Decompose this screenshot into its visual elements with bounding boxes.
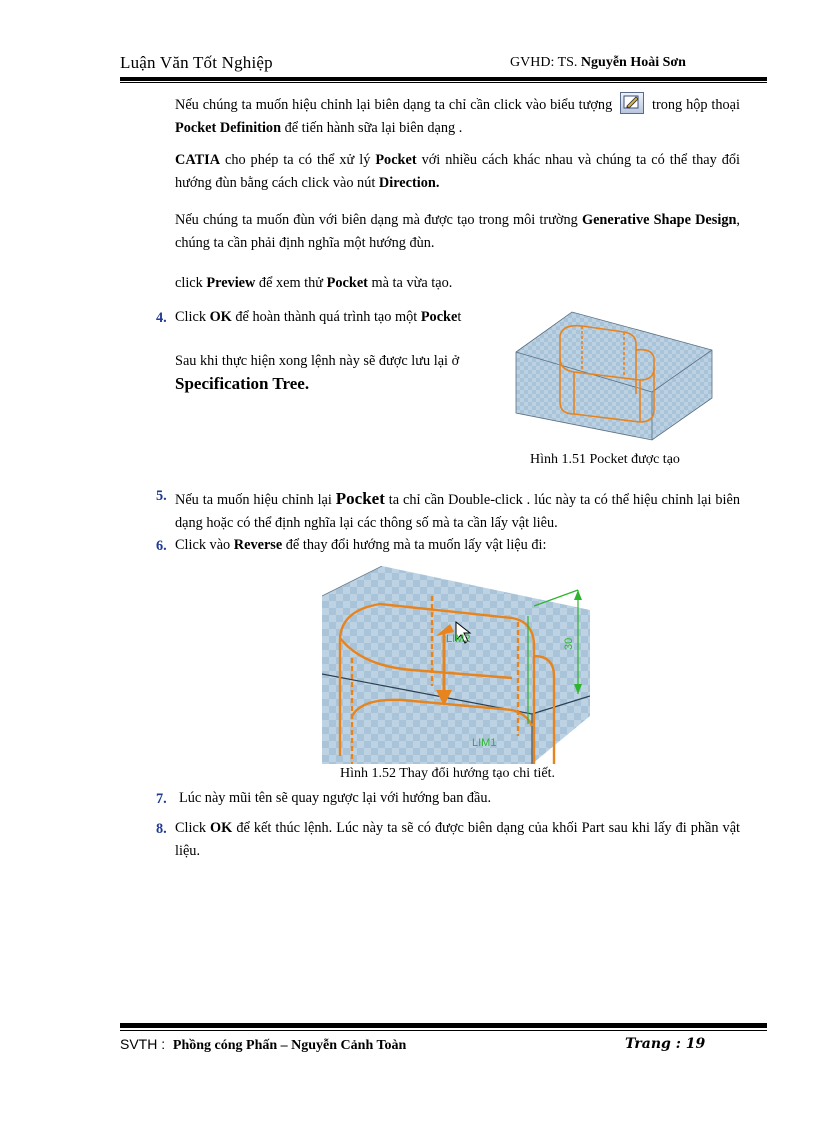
p3-bold-gsd: Generative Shape Design xyxy=(581,212,737,228)
p4-text-a: click xyxy=(175,275,203,291)
list-number-7: 7. xyxy=(156,791,167,807)
item-4-specification-tree: Specification Tree. xyxy=(175,374,310,393)
p2-bold-pocket: Pocket xyxy=(375,152,417,168)
footer-authors: Phồng cóng Phấn – Nguyễn Cảnh Toàn xyxy=(172,1038,407,1053)
i4-bold-pocke: Pocke xyxy=(420,309,458,325)
header-rule-thin xyxy=(120,82,767,83)
p3-text-a: Nếu chúng ta muốn đùn với biên dạng mà được tạo trong môi trường xyxy=(175,212,578,228)
i8-text-b: để kết thúc lệnh. Lúc này ta sẽ có được biên dạng của khối Part sau khi lấy đi phần vật liệu. xyxy=(175,820,741,859)
figure-1-51-pocket xyxy=(512,310,717,445)
p2-text-b: với nhiều cách khác nhau và chúng ta có thể thay đổi hướng đùn bằng cách click vào nút xyxy=(175,152,740,191)
item-6-reverse xyxy=(175,534,740,557)
i8-text-a: Click xyxy=(175,820,206,836)
i6-text-a: Click vào xyxy=(175,537,231,553)
figure-1-52-dimension: 30 xyxy=(563,637,575,650)
p2-bold-catia: CATIA xyxy=(175,152,221,168)
footer-rule-thick xyxy=(120,1023,767,1028)
list-number-4: 4. xyxy=(156,310,167,326)
item-4-saved-note: Sau khi thực hiện xong lệnh này sẽ được lưu lại ở xyxy=(175,353,460,369)
p1-text-c: để tiến hành sữa lại biên dạng . xyxy=(284,120,463,136)
p1-bold-pocket-definition: Pocket Definition xyxy=(175,120,282,136)
figure-1-51-caption: Hình 1.51 Pocket được tạo xyxy=(530,452,680,467)
header-thesis-title: Luận Văn Tốt Nghiệp xyxy=(120,53,273,72)
figure-1-52-caption: Hình 1.52 Thay đổi hướng tạo chi tiết. xyxy=(340,766,555,781)
p4-bold-preview: Preview xyxy=(206,275,256,291)
p1-text-a: Nếu chúng ta muốn hiệu chỉnh lại biên dạng ta chỉ cần click vào biểu tượng xyxy=(175,97,613,113)
item-8-finish xyxy=(175,817,740,863)
i6-text-b: để thay đổi hướng mà ta muốn lấy vật liệu đi: xyxy=(285,537,547,553)
header-advisor-name: Nguyễn Hoài Sơn xyxy=(580,55,686,70)
footer-rule-thin xyxy=(120,1030,767,1031)
i5-bold-pocket: Pocket xyxy=(335,489,385,508)
footer-svth-label: SVTH : xyxy=(120,1036,166,1052)
paragraph-edit-profile xyxy=(175,92,740,140)
i5-text-a: Nếu ta muốn hiệu chỉnh lại xyxy=(175,492,332,508)
p3-text-b: , chúng ta cần phải định nghĩa một hướng đùn. xyxy=(175,212,740,251)
i4-text-a: Click xyxy=(175,309,206,325)
paragraph-catia-pocket xyxy=(175,149,740,195)
list-number-5: 5. xyxy=(156,488,167,504)
footer-students xyxy=(120,1036,406,1054)
p2-bold-direction: Direction. xyxy=(378,175,440,191)
footer-page-number: Trang : 19 xyxy=(625,1036,706,1052)
i4-text-b: để hoàn thành quá trình tạo một xyxy=(235,309,418,325)
paragraph-preview xyxy=(175,272,740,295)
p4-bold-pocket: Pocket xyxy=(326,275,368,291)
i6-bold-reverse: Reverse xyxy=(233,537,283,553)
sketcher-pencil-icon xyxy=(620,92,644,114)
p1-text-b: trong hộp thoại xyxy=(652,97,740,113)
figure-1-52-reverse xyxy=(322,566,590,764)
i5-text-b: ta chỉ cần Double-click . lúc này ta có thể hiệu chỉnh lại biên dạng hoặc có thể định nghĩa lại các thông số mà ta cần lấy vật liêu. xyxy=(175,492,740,531)
paragraph-generative-shape xyxy=(175,209,740,255)
p4-text-c: mà ta vừa tạo. xyxy=(371,275,453,291)
list-number-6: 6. xyxy=(156,538,167,554)
i4-text-c: t xyxy=(457,309,462,325)
item-4-click-ok xyxy=(175,306,485,329)
p2-text-a: cho phép ta có thể xử lý xyxy=(224,152,371,168)
list-number-8: 8. xyxy=(156,821,167,837)
i4-bold-ok: OK xyxy=(209,309,232,325)
figure-1-52-lim2-label: LIM2 xyxy=(446,633,471,645)
item-5-double-click xyxy=(175,487,740,535)
header-advisor-prefix: GVHD: TS. xyxy=(510,55,581,70)
header-rule-thick xyxy=(120,77,767,81)
i8-bold-ok: OK xyxy=(210,820,233,836)
item-7-arrow-reversed: Lúc này mũi tên sẽ quay ngược lại với hướng ban đầu. xyxy=(179,790,492,806)
header-advisor xyxy=(510,55,686,71)
p4-text-b: để xem thử xyxy=(258,275,324,291)
figure-1-52-lim1-label: LIM1 xyxy=(472,737,497,749)
